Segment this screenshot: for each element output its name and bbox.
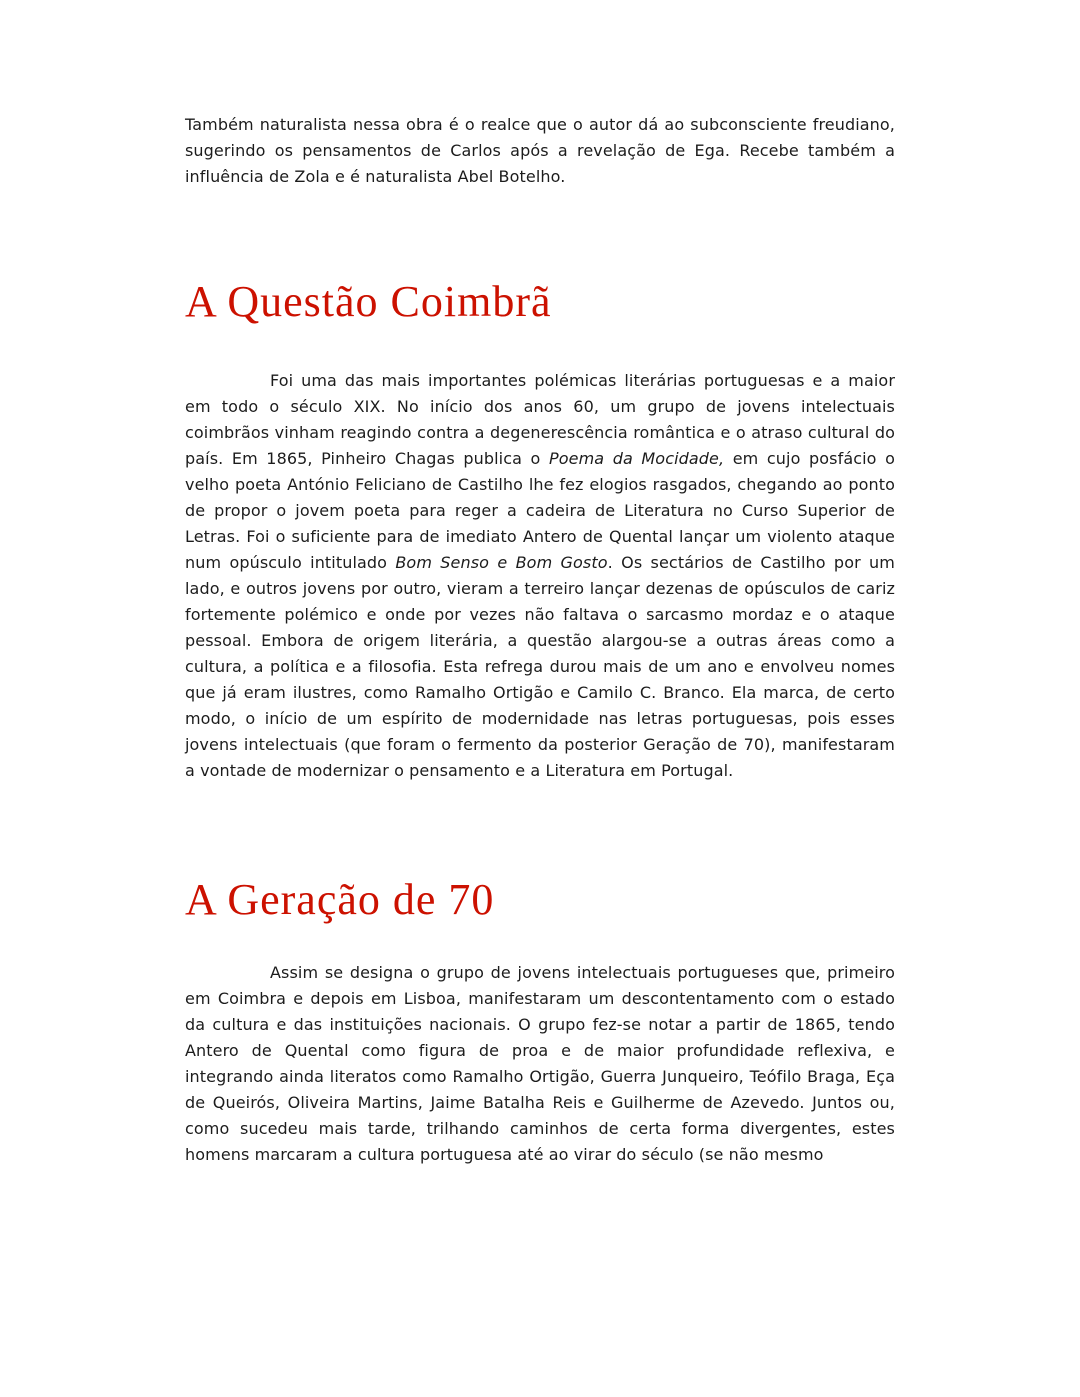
text-segment: . Os sectários de Castilho por um lado, e outros jovens por outro, vieram a terreiro lançar dezenas de opúsculos de cariz fortemente polémico e onde por vezes não faltava o sarcasmo mordaz e o ataque pessoal. Embora de origem literária, a questão alargou-se a outras áreas como a cultura, a política e a filosofia. Esta refrega durou mais de um ano e envolveu nomes que já eram ilustres, como Ramalho Ortigão e Camilo C. Branco. Ela marca, de certo modo, o início de um espírito de modernidade nas letras portuguesas, pois esses jovens intelectuais (que foram o fermento da posterior Geração de 70), manifestaram a vontade de modernizar o pensamento e a Literatura em Portugal. bbox=[185, 553, 895, 780]
text-segment-italic-poema-da-mocidade: Poema da Mocidade, bbox=[548, 449, 725, 468]
section1-paragraph bbox=[185, 368, 895, 784]
spacer bbox=[185, 784, 895, 876]
text-segment-italic-bom-senso-e-bom-gosto: Bom Senso e Bom Gosto bbox=[395, 553, 608, 572]
spacer bbox=[185, 190, 895, 278]
text-segment: Foi uma das mais importantes polémicas literárias portuguesas e a maior em todo o século XIX. No início dos anos 60, um grupo de jovens intelectuais coimbrãos vinham reagindo contra a degenerescência romântica e o atraso cultural do país. Em 1865, Pinheiro Chagas publica o bbox=[185, 371, 895, 468]
text-segment: em cujo posfácio o velho poeta António Feliciano de Castilho lhe fez elogios rasgados, chegando ao ponto de propor o jovem poeta para reger a cadeira de Literatura no Curso Superior de Letras. Foi o suficiente para de imediato Antero de Quental lançar um violento ataque num opúsculo intitulado bbox=[185, 449, 895, 572]
intro-paragraph: Também naturalista nessa obra é o realce que o autor dá ao subconsciente freudiano, sugerindo os pensamentos de Carlos após a revelação de Ega. Recebe também a influência de Zola e é naturalista Abel Botelho. bbox=[185, 115, 895, 186]
spacer bbox=[185, 924, 895, 960]
section-heading-geracao-de-70: A Geração de 70 bbox=[185, 875, 495, 924]
section2-paragraph: Assim se designa o grupo de jovens intelectuais portugueses que, primeiro em Coimbra e depois em Lisboa, manifestaram um descontentamento com o estado da cultura e das instituições nacionais. O grupo fez-se notar a partir de 1865, tendo Antero de Quental como figura de proa e de maior profundidade reflexiva, e integrando ainda literatos como Ramalho Ortigão, Guerra Junqueiro, Teófilo Braga, Eça de Queirós, Oliveira Martins, Jaime Batalha Reis e Guilherme de Azevedo. Juntos ou, como sucedeu mais tarde, trilhando caminhos de certa forma divergentes, estes homens marcaram a cultura portuguesa até ao virar do século (se não mesmo bbox=[185, 963, 895, 1164]
section-heading-questao-coimbra: A Questão Coimbrã bbox=[185, 277, 552, 326]
spacer bbox=[185, 326, 895, 368]
